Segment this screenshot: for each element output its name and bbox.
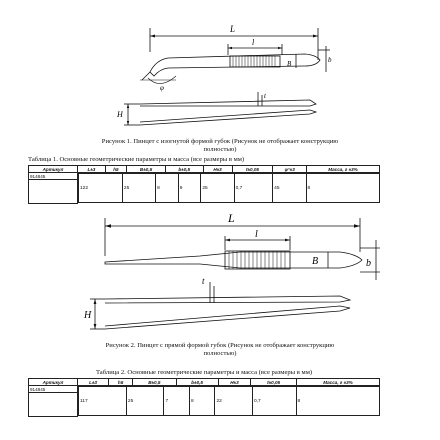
table-1-header-row — [29, 166, 380, 173]
table-2-header: Артикул — [29, 379, 78, 386]
table-1-cell: 8 — [306, 174, 379, 203]
table-1-header: t±0,05 — [232, 166, 273, 173]
table-2-header: t±0,05 — [251, 379, 297, 386]
table-2-caption: Таблица 2. Основные геометрические параметры и масса (все размеры в мм) — [95, 369, 313, 376]
fig2-label-t: t — [202, 276, 205, 286]
table-2-cell: 8 — [189, 387, 215, 416]
table-2-cell: 7 — [164, 387, 190, 416]
table-2-cell: 117 — [79, 387, 127, 416]
table-1-cell: 9 — [178, 174, 201, 203]
figure-2-drawing — [0, 200, 440, 340]
fig1-label-b: b — [328, 56, 332, 64]
table-2-header: h5 — [109, 379, 133, 386]
table-2-header: B±0,5 — [133, 379, 177, 386]
fig1-label-l: l — [252, 38, 255, 47]
fig1-label-H: H — [117, 110, 123, 119]
table-1-cell: 25 — [201, 174, 234, 203]
table-1-values-group — [78, 173, 380, 204]
table-1-cell-article: 914845 — [29, 173, 78, 180]
table-1-header: h5 — [105, 166, 126, 173]
table-1-cell: 25 — [122, 174, 155, 203]
table-2-cell: 22 — [215, 387, 253, 416]
table-1-header: Артикул — [29, 166, 78, 173]
table-2-cell: 8 — [296, 387, 379, 416]
table-1-caption: Таблица 1. Основные геометрические параметры и масса (все размеры в мм) — [28, 156, 245, 163]
table-1-cell: 122 — [79, 174, 123, 203]
table-row — [29, 173, 380, 180]
fig2-label-B: B — [312, 256, 319, 267]
figure-1-svg — [0, 0, 440, 130]
figure-2-svg — [0, 200, 440, 340]
fig2-label-H: H — [84, 310, 92, 321]
table-2-cell: 0,7 — [252, 387, 296, 416]
table-1-header: Масса, г ±3% — [307, 166, 380, 173]
table-2-cell-article: 914845 — [29, 386, 78, 393]
table-1-header: B±0,5 — [127, 166, 166, 173]
table-2-empty-cell — [29, 393, 78, 416]
table-1-header: L±3 — [78, 166, 106, 173]
table-1-header: H±3 — [203, 166, 232, 173]
fig1-label-phi: φ — [160, 84, 164, 92]
figure-2-caption — [20, 342, 420, 358]
table-2-header-row — [29, 379, 380, 386]
table-2-values-group — [78, 386, 380, 417]
table-2-header: b±0,5 — [176, 379, 218, 386]
table-1-header: φ°±3 — [273, 166, 307, 173]
fig2-label-b: b — [366, 258, 371, 269]
table-2-cell: 25 — [126, 387, 164, 416]
figure-1-caption — [20, 138, 420, 154]
fig1-label-L: L — [230, 24, 236, 34]
figure-2-caption-line-2: полностью) — [203, 350, 237, 357]
figure-1-caption-line-1: Рисунок 1. Пинцет с изогнутой формой губок (Рисунок не отображает конструкцию — [101, 138, 339, 145]
table-2-header: L±3 — [78, 379, 109, 386]
figure-2-caption-line-1: Рисунок 2. Пинцет с прямой формой губок (Рисунок не отображает конструкцию — [105, 342, 335, 349]
table-row — [29, 386, 380, 393]
table-2 — [28, 378, 380, 417]
table-2-header: Масса, г ±3% — [297, 379, 380, 386]
table-1-cell: 8 — [156, 174, 179, 203]
figure-1-caption-line-2: полностью) — [203, 146, 237, 153]
table-2-header: H±3 — [218, 379, 251, 386]
fig1-label-B: B — [287, 60, 292, 68]
table-1-header: b±0,5 — [165, 166, 203, 173]
fig2-label-l: l — [255, 229, 258, 240]
fig1-label-t: t — [264, 92, 266, 100]
table-1-cell: 0,7 — [234, 174, 273, 203]
table-1 — [28, 165, 380, 204]
figure-1-drawing — [0, 0, 440, 130]
table-1-cell: 45 — [273, 174, 306, 203]
fig2-label-L: L — [228, 211, 235, 225]
